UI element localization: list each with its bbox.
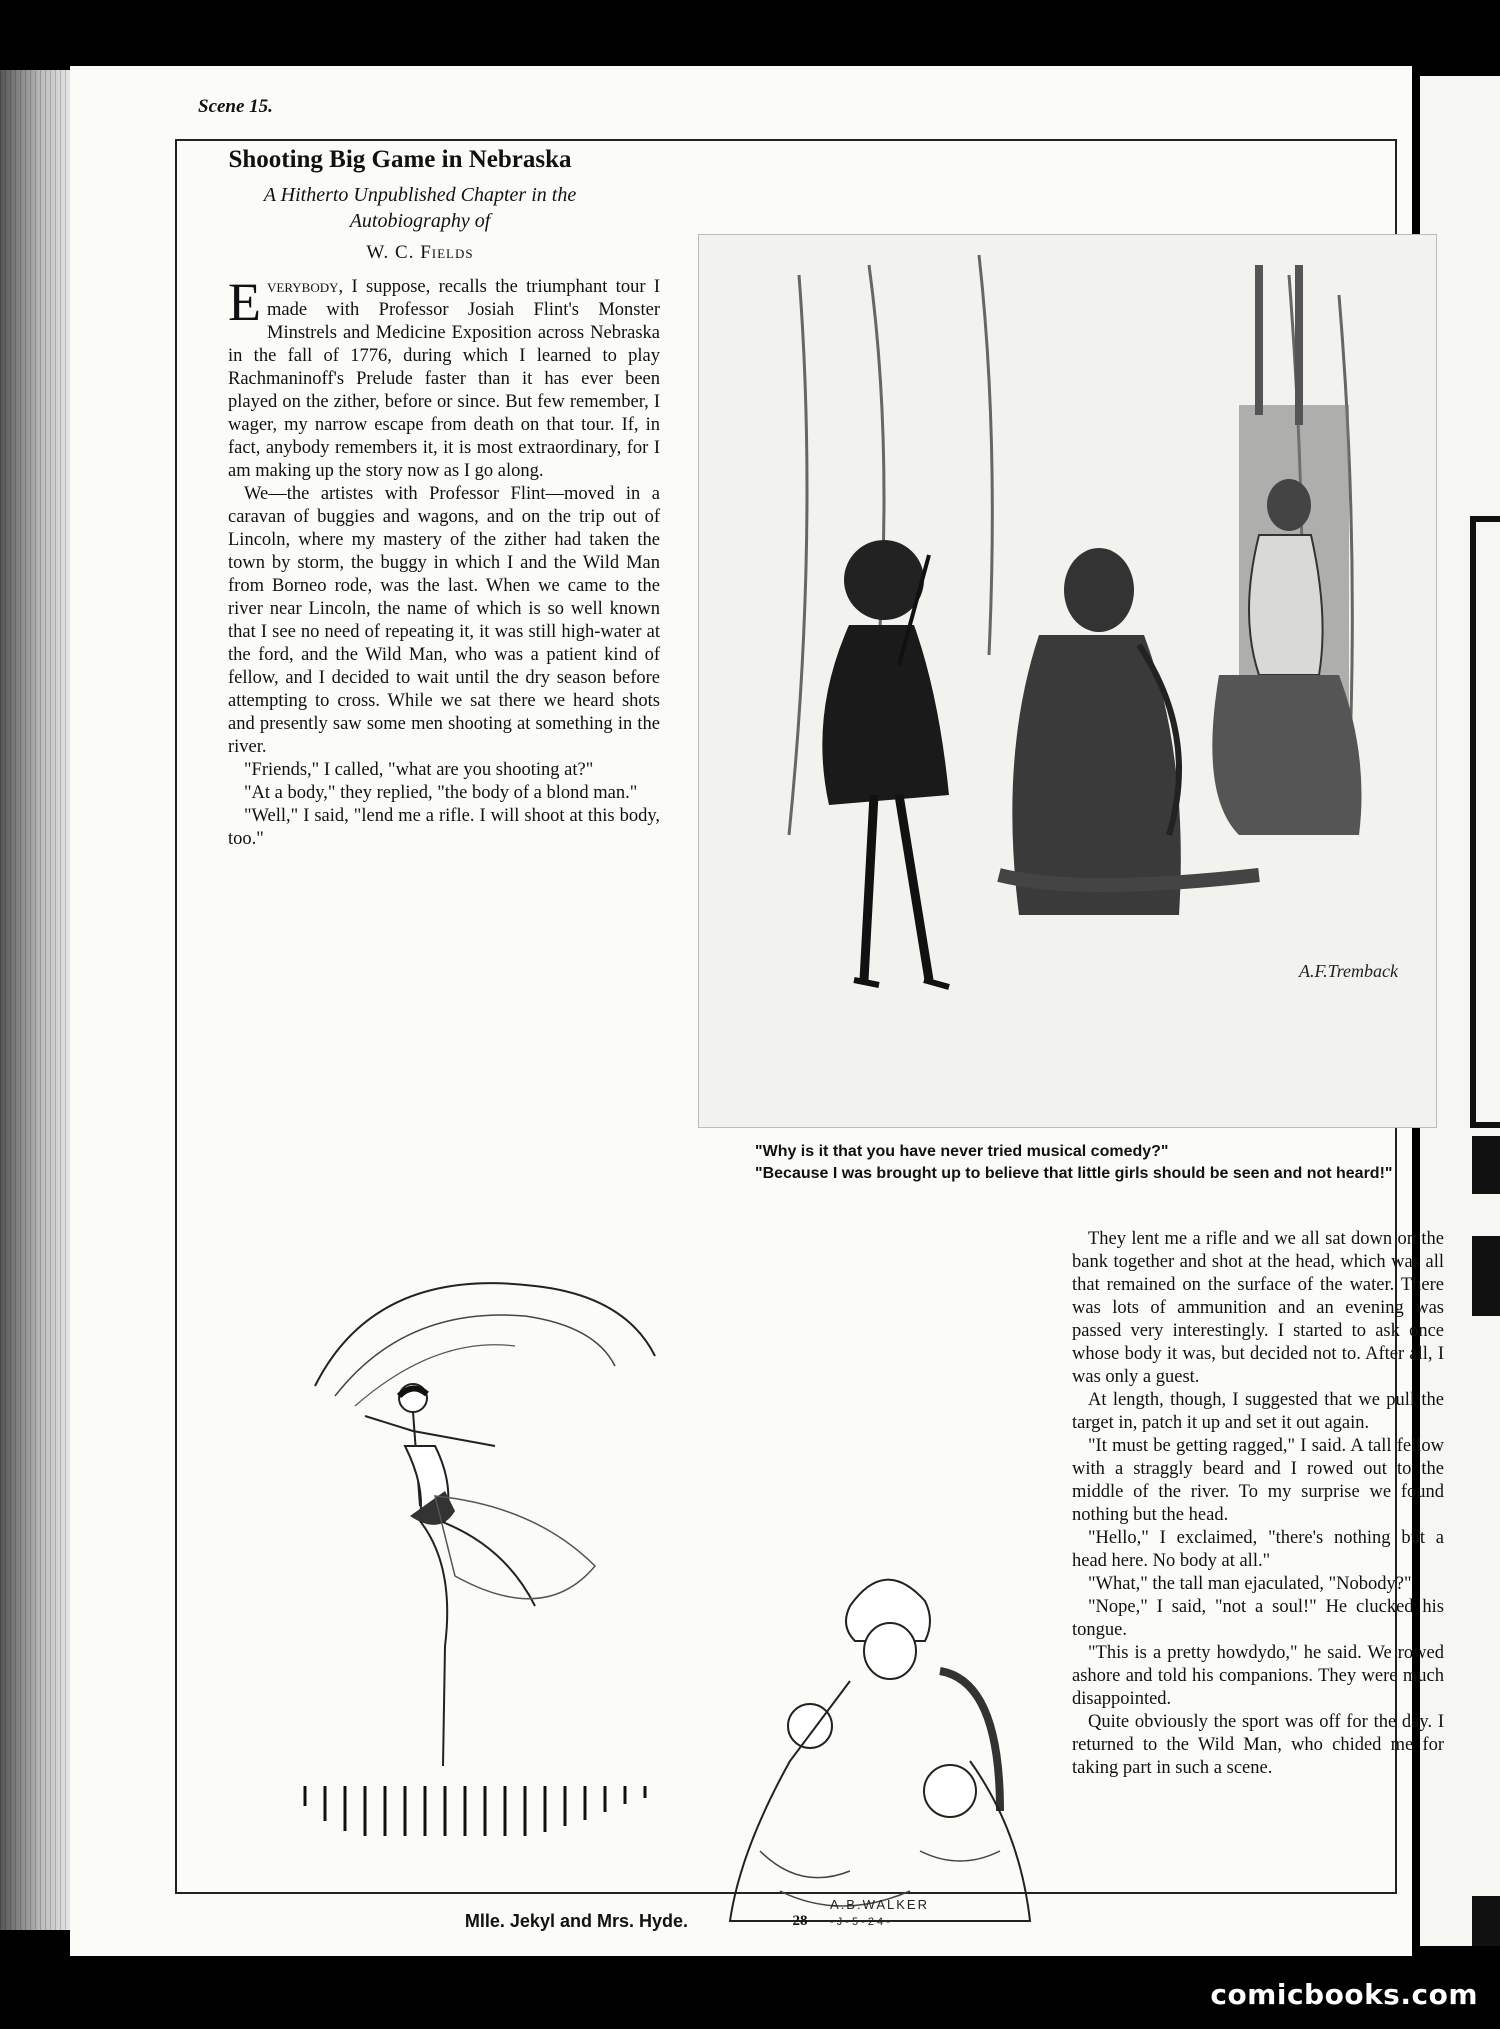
- paragraph: "Nope," I said, "not a soul!" He clucked his tongue.: [1072, 1597, 1444, 1640]
- magazine-page: [70, 66, 1444, 1956]
- artist-signature: A.F.Tremback: [1299, 961, 1398, 981]
- running-head: Scene 15.: [198, 96, 273, 117]
- drawing-date: - J - 5 - 2 4 -: [830, 1916, 890, 1928]
- page-number: 28: [792, 1913, 808, 1929]
- right-text-column: [1072, 1228, 1444, 1780]
- main-illustration-caption: [715, 1141, 1435, 1185]
- paragraph: [228, 272, 660, 483]
- dancer-illustration: [295, 1246, 735, 1836]
- dancer-caption: Mlle. Jekyl and Mrs. Hyde.: [464, 1911, 688, 1931]
- left-text-column: [228, 272, 660, 851]
- first-word: verybody,: [267, 277, 344, 297]
- adjacent-page-ad-block: [1472, 1236, 1500, 1316]
- caption-line: "Why is it that you have never tried musical comedy?": [755, 1143, 1169, 1160]
- illustration-drawing: [699, 235, 1436, 1127]
- mother-child-drawing: [700, 1551, 1070, 1951]
- dancer-drawing: [295, 1246, 735, 1836]
- paragraph: "What," the tall man ejaculated, "Nobody?": [1088, 1574, 1412, 1594]
- article-author: W. C. Fields: [366, 242, 474, 263]
- paragraph-text: I suppose, recalls the triumphant tour I made with Professor Josiah Flint's Monster Minstrels and Medicine Exposition across Nebraska in the fall of 1776, during which I learned to play Rachmaninoff's Prelude faster than it has ever been played on the zither, before or since. But few remember, I wager, my narrow escape from death on that tour. If, in fact, anybody remembers it, it is most extraordinary, for I am making up the story now as I go along.: [228, 277, 660, 481]
- artist-signature: A.B.WALKER: [830, 1897, 929, 1912]
- adjacent-page-ad-frame: [1470, 516, 1500, 1128]
- paragraph: At length, though, I suggested that we pull the target in, patch it up and set it out again.: [1072, 1390, 1444, 1433]
- paragraph: They lent me a rifle and we all sat down on the bank together and shot at the head, which was all that remained on the surface of the water. There was lots of ammunition and an evening was passed very interestingly. I started to ask once whose body it was, but decided not to. After all, I was only a guest.: [1072, 1229, 1444, 1387]
- paragraph: Quite obviously the sport was off for the day. I returned to the Wild Man, who chided me for taking part in such a scene.: [1072, 1712, 1444, 1778]
- caption-line: "Because I was brought up to believe that little girls should be seen and not heard!": [755, 1165, 1393, 1182]
- paragraph: We—the artistes with Professor Flint—moved in a caravan of buggies and wagons, and on the trip out of Lincoln, where my mastery of the zither had taken the town by storm, the buggy in which I and the Wild Man from Borneo rode, was the last. When we came to the river near Lincoln, the name of which is so well known that I see no need of repeating it, it was still high-water at the ford, and the Wild Man, who was a patient kind of fellow, and I decided to wait until the dry season before attempting to cross. While we sat there we heard shots and presently saw some men shooting at something in the river.: [228, 484, 660, 757]
- article-title: Shooting Big Game in Nebraska: [228, 146, 572, 173]
- mother-child-illustration: [700, 1551, 1070, 1951]
- paragraph: "Well," I said, "lend me a rifle. I will shoot at this body, too.": [228, 806, 660, 849]
- drop-cap: E: [228, 272, 261, 332]
- paragraph: "This is a pretty howdydo," he said. We rowed ashore and told his companions. They were much disappointed.: [1072, 1643, 1444, 1709]
- paragraph: "Friends," I called, "what are you shooting at?": [244, 760, 594, 780]
- article-subtitle: A Hitherto Unpublished Chapter in the Autobiography of: [263, 184, 577, 232]
- main-illustration: [698, 234, 1437, 1128]
- site-watermark: comicbooks.com: [1210, 1978, 1478, 2011]
- adjacent-page-ad-block: [1472, 1896, 1500, 1946]
- book-page-edges: [0, 70, 70, 1930]
- paragraph: "Hello," I exclaimed, "there's nothing but a head here. No body at all.": [1072, 1528, 1444, 1571]
- paragraph: "At a body," they replied, "the body of a blond man.": [244, 783, 638, 803]
- adjacent-page-ad-block: [1472, 1136, 1500, 1194]
- paragraph: "It must be getting ragged," I said. A tall fellow with a straggly beard and I rowed out to the middle of the river. To my surprise we found nothing but the head.: [1072, 1436, 1444, 1525]
